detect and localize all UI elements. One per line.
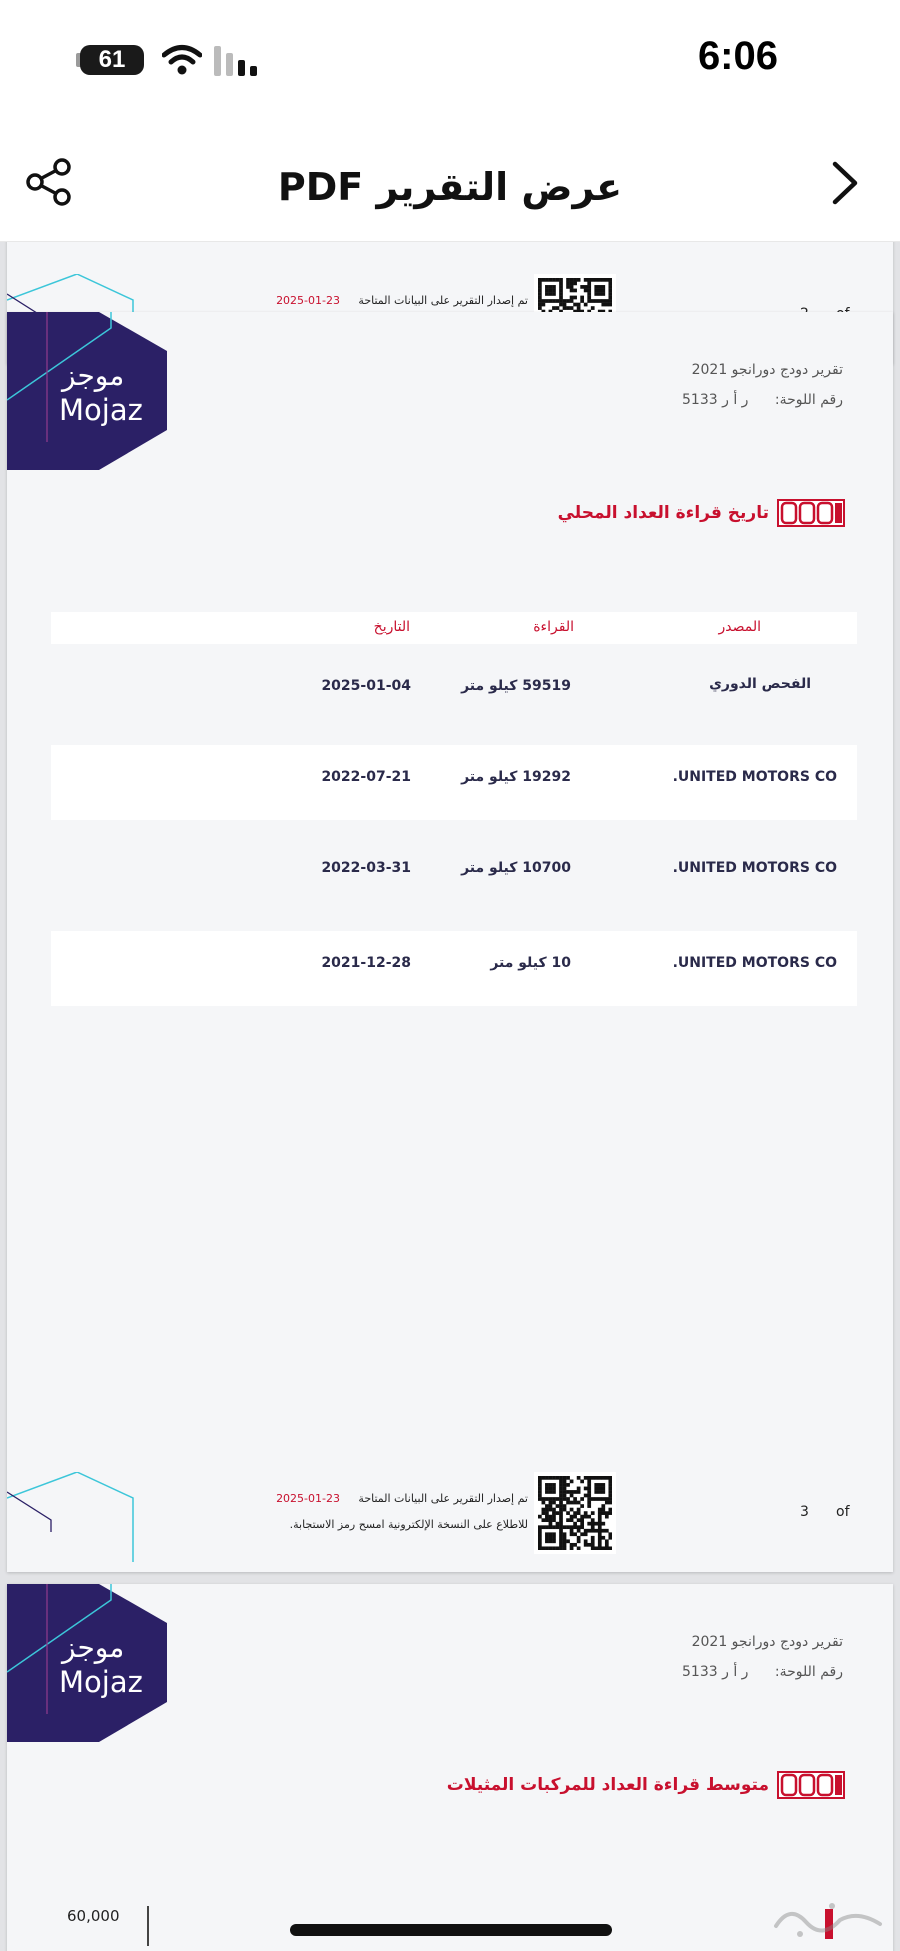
status-bar [0,0,900,120]
page-number: 3 [800,1504,809,1520]
watermark-logo [770,1896,886,1942]
chart-y-axis [147,1906,149,1946]
issued-date: 2025-01-23 [276,1492,340,1505]
table-row [51,838,857,913]
report-title: تقرير دودج دورانجو 2021 [691,1634,843,1650]
plate-value: ر أ ر 5133 [682,1664,749,1680]
mojaz-logo [7,312,174,470]
section-header [447,1770,845,1800]
cell-reading: 10700 كيلو متر [461,860,571,876]
cell-source: UNITED MOTORS CO. [672,955,837,971]
page-of-label: of [836,1504,850,1520]
cell-date: 2022-07-21 [321,769,411,785]
cell-reading: 10 كيلو متر [490,955,571,971]
odometer-icon [777,499,845,527]
report-title: تقرير دودج دورانجو 2021 [691,362,843,378]
cellular-signal-icon [214,46,264,76]
plate-number [682,392,843,408]
plate-value: ر أ ر 5133 [682,392,749,408]
table-row [51,654,857,729]
issued-date: 2025-01-23 [276,294,340,307]
pdf-page-3 [7,312,893,1572]
mojaz-logo [7,1584,174,1742]
cell-date: 2025-01-04 [321,678,411,694]
navigation-bar [0,120,900,242]
home-indicator[interactable] [290,1924,612,1936]
section-title: تاريخ قراءة العداد المحلي [557,503,769,523]
logo-english: Mojaz [59,393,143,427]
page-title: عرض التقرير PDF [277,165,623,209]
cell-source: UNITED MOTORS CO. [672,860,837,876]
issued-text: تم إصدار التقرير على البيانات المتاحة [358,1492,528,1505]
plate-label: رقم اللوحة: [774,392,843,408]
plate-label: رقم اللوحة: [774,1664,843,1680]
cell-source: الفحص الدوري [709,676,811,692]
pdf-viewer[interactable] [0,242,900,1951]
chart-y-tick: 60,000 [67,1907,120,1925]
scan-instructions: للاطلاع على النسخة الإلكترونية امسح رمز الاستجابة. [289,1518,528,1531]
issued-text: تم إصدار التقرير على البيانات المتاحة [358,294,528,307]
logo-arabic: موجز [62,1631,125,1664]
section-header [558,498,845,528]
status-time: 6:06 [697,34,778,78]
qr-code-icon [534,1472,616,1554]
logo-english: Mojaz [59,1665,143,1699]
header-date: التاريخ [373,619,410,635]
cell-reading: 59519 كيلو متر [461,678,571,694]
cell-reading: 19292 كيلو متر [461,769,571,785]
cell-date: 2021-12-28 [321,955,411,971]
header-source: المصدر [718,619,761,635]
table-header [51,612,857,644]
battery-icon: 61 [80,45,144,75]
page-footer [7,1472,893,1562]
table-row [51,931,857,1006]
cell-source: UNITED MOTORS CO. [672,769,837,785]
wifi-icon [162,44,202,76]
plate-number [682,1664,843,1680]
logo-arabic: موجز [62,359,125,392]
pdf-page-4 [7,1584,893,1951]
chevron-right-icon[interactable] [830,160,860,206]
hexagon-decoration [7,1472,147,1562]
odometer-table [51,612,857,1006]
table-row [51,745,857,820]
section-title: متوسط قراءة العداد للمركبات المثيلات [446,1775,769,1795]
header-reading: القراءة [533,619,574,635]
odometer-icon [777,1771,845,1799]
cell-date: 2022-03-31 [321,860,411,876]
